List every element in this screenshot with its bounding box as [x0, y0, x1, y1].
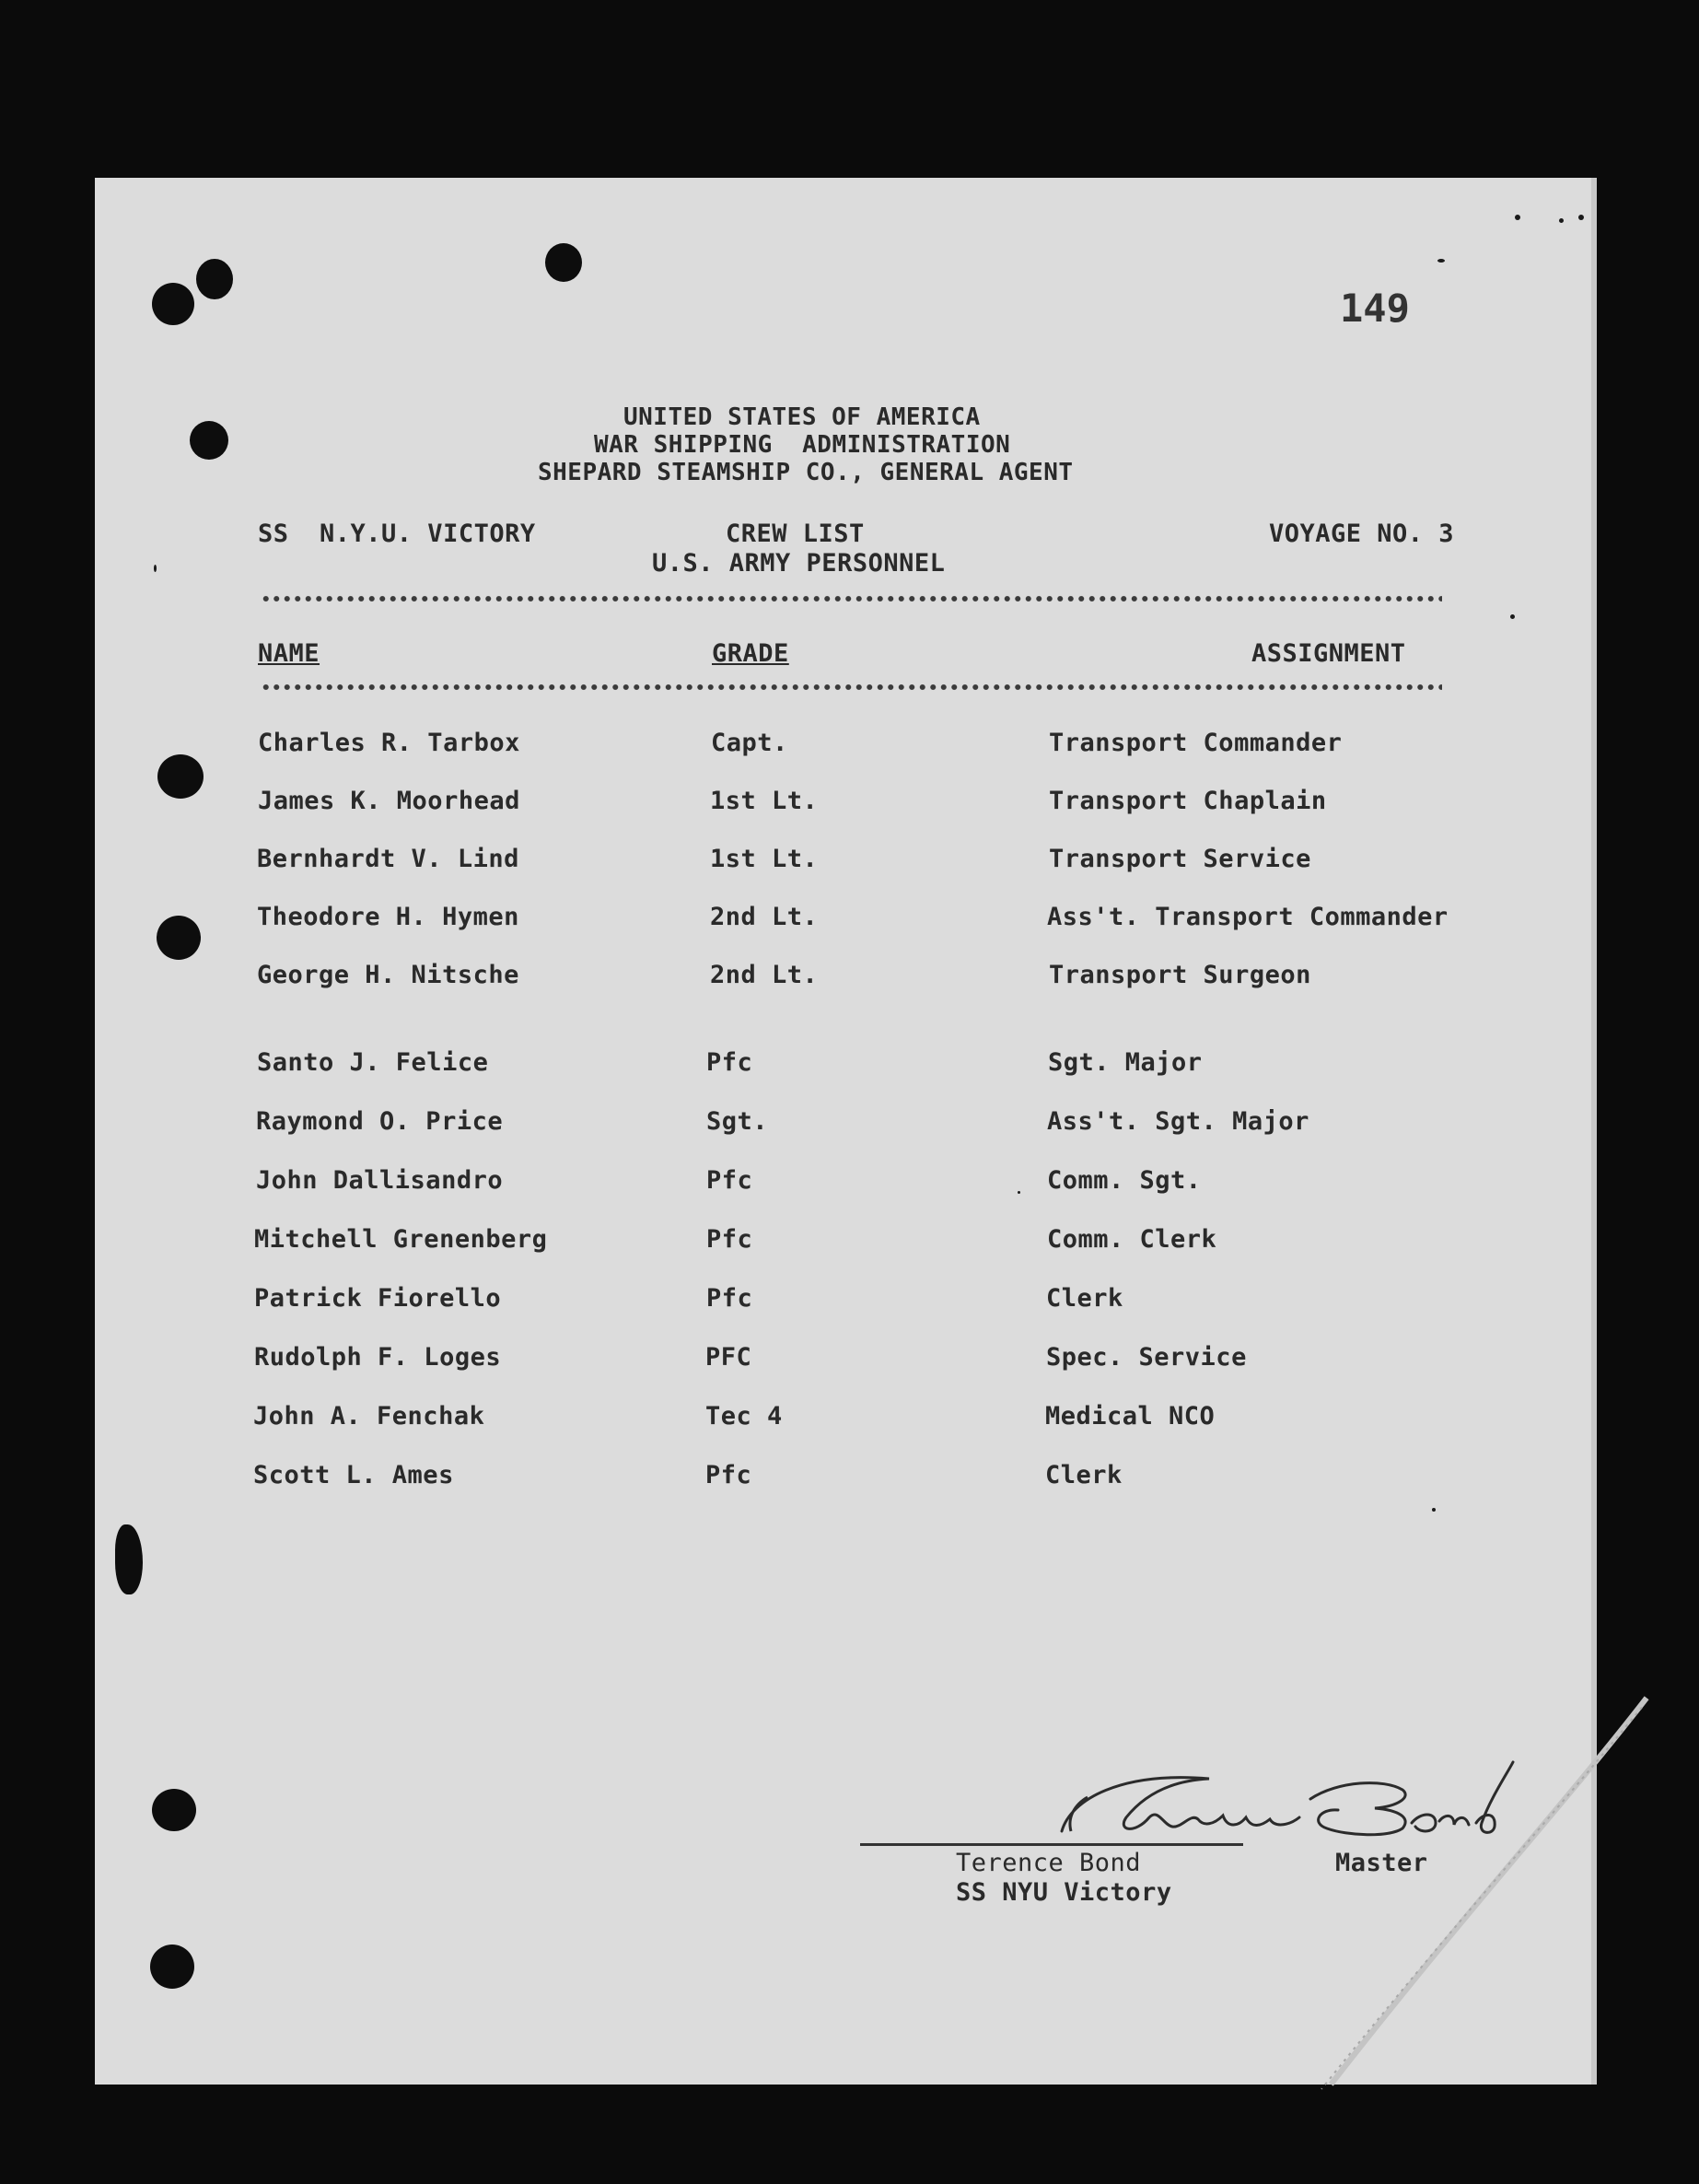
binder-hole — [150, 1945, 194, 1989]
speck — [1578, 215, 1584, 220]
crew-assignment: Transport Chaplain — [1049, 787, 1327, 815]
page-number: 149 — [1340, 286, 1410, 331]
speck — [1515, 215, 1520, 220]
crew-name: Scott L. Ames — [253, 1461, 454, 1489]
speck — [1432, 1508, 1436, 1512]
crew-grade: Pfc — [706, 1284, 753, 1313]
list-subtitle: U.S. ARMY PERSONNEL — [652, 549, 946, 578]
crew-name: George H. Nitsche — [257, 961, 519, 989]
crew-grade: Pfc — [706, 1048, 753, 1077]
column-header-assignment: ASSIGNMENT — [1251, 639, 1406, 668]
binder-hole — [157, 754, 204, 799]
header-line-3: SHEPARD STEAMSHIP CO., GENERAL AGENT — [538, 459, 1074, 486]
crew-name: Mitchell Grenenberg — [254, 1225, 548, 1254]
crew-name: Santo J. Felice — [257, 1048, 489, 1077]
speck — [1018, 1191, 1020, 1194]
crew-grade: Pfc — [705, 1461, 752, 1489]
speck — [1437, 259, 1445, 263]
crew-name: John A. Fenchak — [253, 1402, 485, 1431]
crew-grade: 2nd Lt. — [710, 903, 819, 931]
crew-grade: Pfc — [706, 1166, 753, 1195]
crew-assignment: Spec. Service — [1046, 1343, 1247, 1372]
paper-tear — [115, 1524, 143, 1594]
crew-grade: 1st Lt. — [710, 787, 819, 815]
crew-grade: Pfc — [706, 1225, 753, 1254]
dotted-rule-bottom — [261, 683, 1442, 692]
crew-assignment: Clerk — [1045, 1461, 1123, 1489]
crew-grade: PFC — [705, 1343, 752, 1372]
document-page — [95, 178, 1597, 2085]
crew-name: James K. Moorhead — [258, 787, 520, 815]
crew-assignment: Ass't. Transport Commander — [1047, 903, 1449, 931]
signer-ship: SS NYU Victory — [956, 1878, 1172, 1907]
crew-grade: Sgt. — [706, 1107, 769, 1136]
column-header-name: NAME — [258, 639, 320, 668]
binder-hole — [152, 1789, 196, 1831]
crew-grade: Tec 4 — [705, 1402, 783, 1431]
binder-hole — [152, 283, 194, 325]
speck — [154, 565, 157, 572]
binder-hole — [196, 259, 233, 299]
crew-assignment: Ass't. Sgt. Major — [1047, 1107, 1309, 1136]
binder-hole — [545, 243, 582, 282]
speck — [1559, 218, 1564, 223]
crew-name: Patrick Fiorello — [254, 1284, 502, 1313]
header-line-1: UNITED STATES OF AMERICA — [623, 403, 981, 431]
crew-grade: 2nd Lt. — [710, 961, 819, 989]
crew-name: Charles R. Tarbox — [258, 729, 520, 757]
crew-assignment: Transport Service — [1049, 845, 1311, 873]
crew-name: Raymond O. Price — [256, 1107, 504, 1136]
crew-assignment: Medical NCO — [1045, 1402, 1216, 1431]
crew-assignment: Comm. Sgt. — [1047, 1166, 1202, 1195]
ship-name: SS N.Y.U. VICTORY — [258, 520, 536, 548]
crew-assignment: Transport Commander — [1049, 729, 1343, 757]
column-header-grade: GRADE — [712, 639, 789, 668]
paper-crease — [1181, 1688, 1697, 2094]
crew-name: Rudolph F. Loges — [254, 1343, 502, 1372]
binder-hole — [190, 421, 228, 460]
binder-hole — [157, 916, 201, 960]
crew-name: Bernhardt V. Lind — [257, 845, 519, 873]
header-line-2: WAR SHIPPING ADMINISTRATION — [594, 431, 1011, 459]
crew-assignment: Sgt. Major — [1048, 1048, 1203, 1077]
crew-assignment: Comm. Clerk — [1047, 1225, 1217, 1254]
signer-title: Master — [1335, 1849, 1428, 1877]
crew-assignment: Transport Surgeon — [1049, 961, 1311, 989]
crew-assignment: Clerk — [1046, 1284, 1123, 1313]
speck — [1510, 614, 1515, 619]
crew-name: John Dallisandro — [256, 1166, 504, 1195]
dotted-rule-top — [261, 594, 1442, 603]
voyage-number: VOYAGE NO. 3 — [1269, 520, 1455, 548]
list-title: CREW LIST — [726, 520, 865, 548]
crew-name: Theodore H. Hymen — [257, 903, 519, 931]
crew-grade: 1st Lt. — [710, 845, 819, 873]
crew-grade: Capt. — [711, 729, 788, 757]
signer-name: Terence Bond — [956, 1849, 1142, 1877]
